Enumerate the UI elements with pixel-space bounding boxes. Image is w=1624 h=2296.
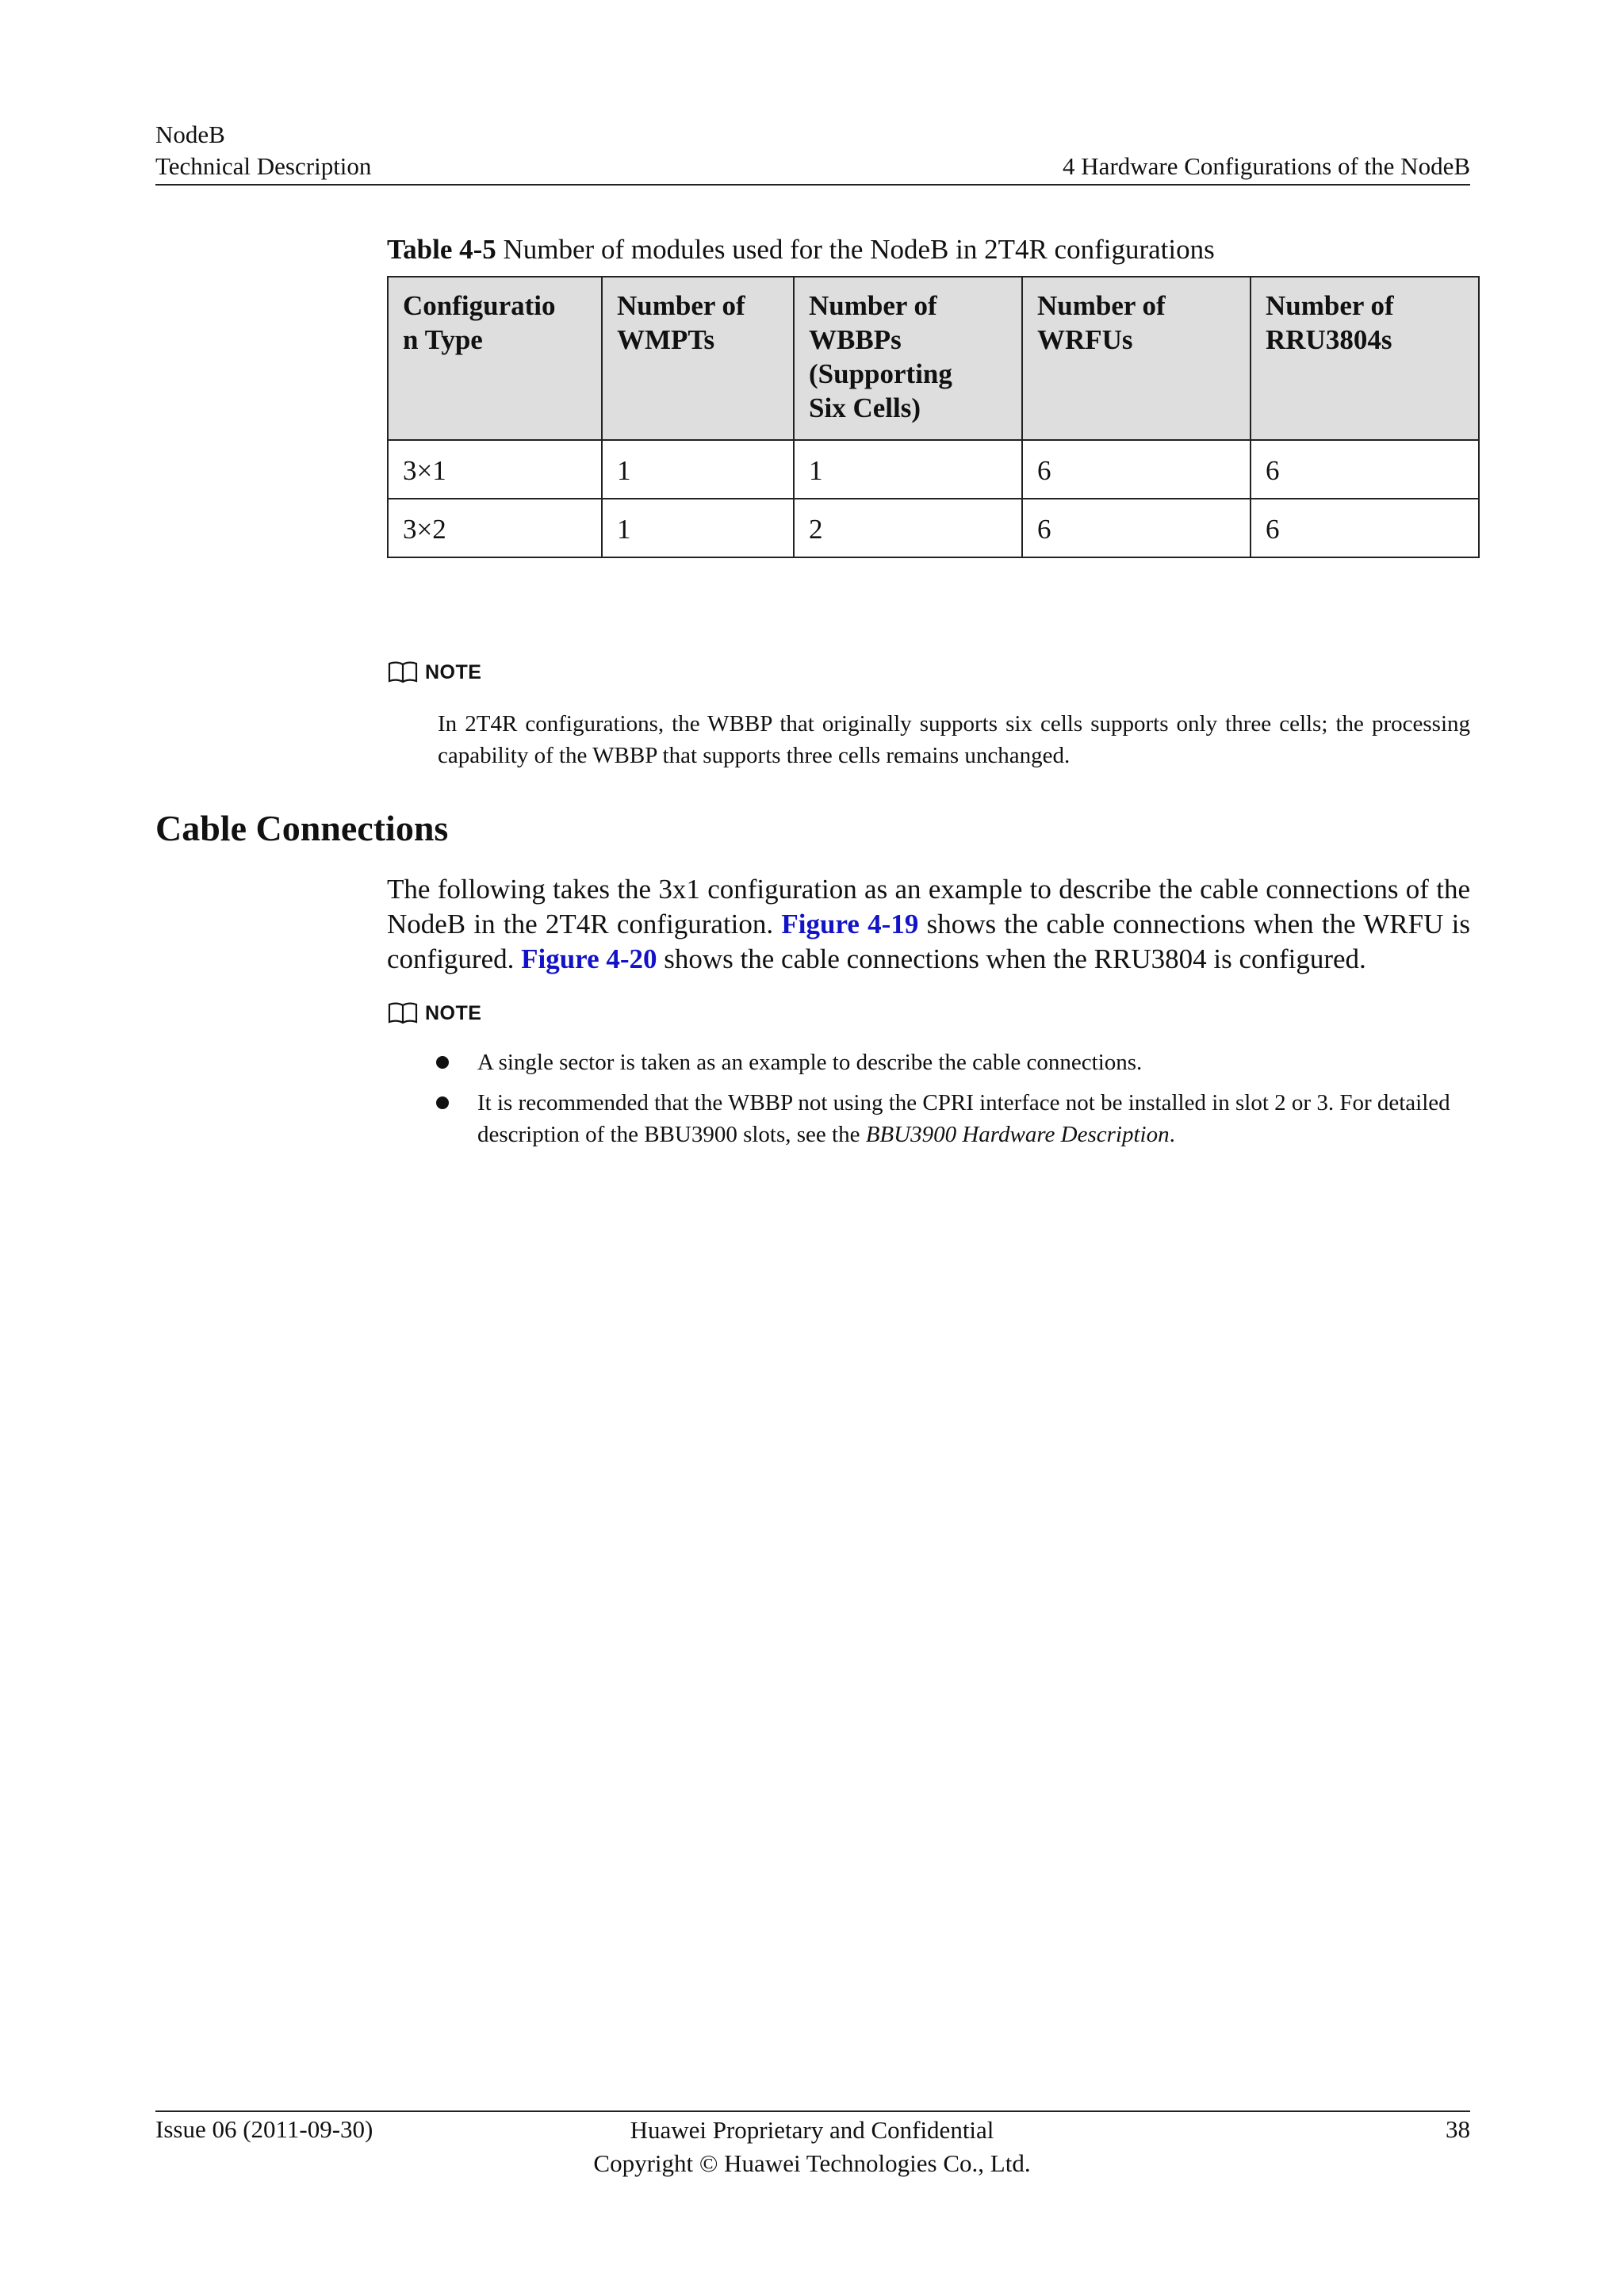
header-cell-wbbps: Number of WBBPs (Supporting Six Cells) bbox=[794, 277, 1022, 440]
bullet-icon bbox=[436, 1096, 449, 1109]
bullet-icon bbox=[436, 1056, 449, 1069]
book-icon bbox=[387, 660, 419, 685]
header-left bbox=[155, 119, 371, 182]
note-text: In 2T4R configurations, the WBBP that originally supports six cells supports only three cells; the processing capability of the WBBP that supports three cells remains unchanged. bbox=[438, 711, 1470, 768]
table-cell: 1 bbox=[794, 440, 1022, 499]
table-row bbox=[388, 440, 1479, 499]
footer-center bbox=[0, 2114, 1624, 2180]
header-cell-wrfus: Number of WRFUs bbox=[1022, 277, 1251, 440]
table-cell: 6 bbox=[1251, 440, 1479, 499]
section-title: Cable Connections bbox=[155, 808, 449, 848]
note-label: NOTE bbox=[425, 660, 482, 683]
table-cell: 1 bbox=[602, 440, 794, 499]
document-reference: BBU3900 Hardware Description bbox=[865, 1122, 1170, 1147]
note-bullet-list bbox=[436, 1047, 1470, 1159]
header-rule bbox=[155, 184, 1470, 186]
table-cell: 6 bbox=[1022, 440, 1251, 499]
footer-confidential: Huawei Proprietary and Confidential bbox=[630, 2116, 994, 2144]
table-cell: 6 bbox=[1022, 499, 1251, 557]
list-item: A single sector is taken as an example to describe the cable connections. bbox=[436, 1047, 1470, 1078]
note-label: NOTE bbox=[425, 1001, 482, 1024]
table-cell: 3×2 bbox=[388, 499, 602, 557]
table-cell: 6 bbox=[1251, 499, 1479, 557]
header-product: NodeB bbox=[155, 121, 225, 148]
table-caption-text: Number of modules used for the NodeB in 2T4R configurations bbox=[496, 234, 1215, 265]
header-doc-type: Technical Description bbox=[155, 152, 372, 180]
book-icon bbox=[387, 1001, 419, 1026]
table-row bbox=[388, 499, 1479, 557]
table-cell: 1 bbox=[602, 499, 794, 557]
table-caption-label: Table 4-5 bbox=[387, 234, 496, 265]
table-cell: 3×1 bbox=[388, 440, 602, 499]
footer-rule bbox=[155, 2110, 1470, 2112]
table-caption bbox=[387, 232, 1215, 267]
footer-page-number: 38 bbox=[1446, 2115, 1470, 2143]
footer-issue: Issue 06 (2011-09-30) bbox=[155, 2115, 373, 2143]
header-chapter: 4 Hardware Configurations of the NodeB bbox=[1063, 152, 1470, 180]
table-cell: 2 bbox=[794, 499, 1022, 557]
note-heading bbox=[387, 660, 481, 685]
header-cell-wmpts: Number of WMPTs bbox=[602, 277, 794, 440]
figure-4-19-link[interactable]: Figure 4-19 bbox=[781, 909, 919, 939]
figure-4-20-link[interactable]: Figure 4-20 bbox=[521, 943, 657, 974]
list-item: It is recommended that the WBBP not using the CPRI interface not be installed in slot 2 or 3. For detailed description of the BBU3900 slots, see the BBU3900 Hardware Description. bbox=[436, 1087, 1470, 1150]
footer-copyright: Copyright © Huawei Technologies Co., Ltd. bbox=[593, 2149, 1031, 2177]
modules-table bbox=[387, 276, 1480, 558]
body-paragraph: The following takes the 3x1 configuration as an example to describe the cable connections of the NodeB in the 2T4R configuration. Figure 4-19 shows the cable connections when the WRFU is configured. Figure 4-20 shows the cable connections when the RRU3804 is configured. bbox=[387, 874, 1470, 974]
header-cell-configuration-type: Configuratio n Type bbox=[388, 277, 602, 440]
note-heading bbox=[387, 1001, 481, 1026]
header-cell-rru3804s: Number of RRU3804s bbox=[1251, 277, 1479, 440]
table-header-row bbox=[388, 277, 1479, 440]
